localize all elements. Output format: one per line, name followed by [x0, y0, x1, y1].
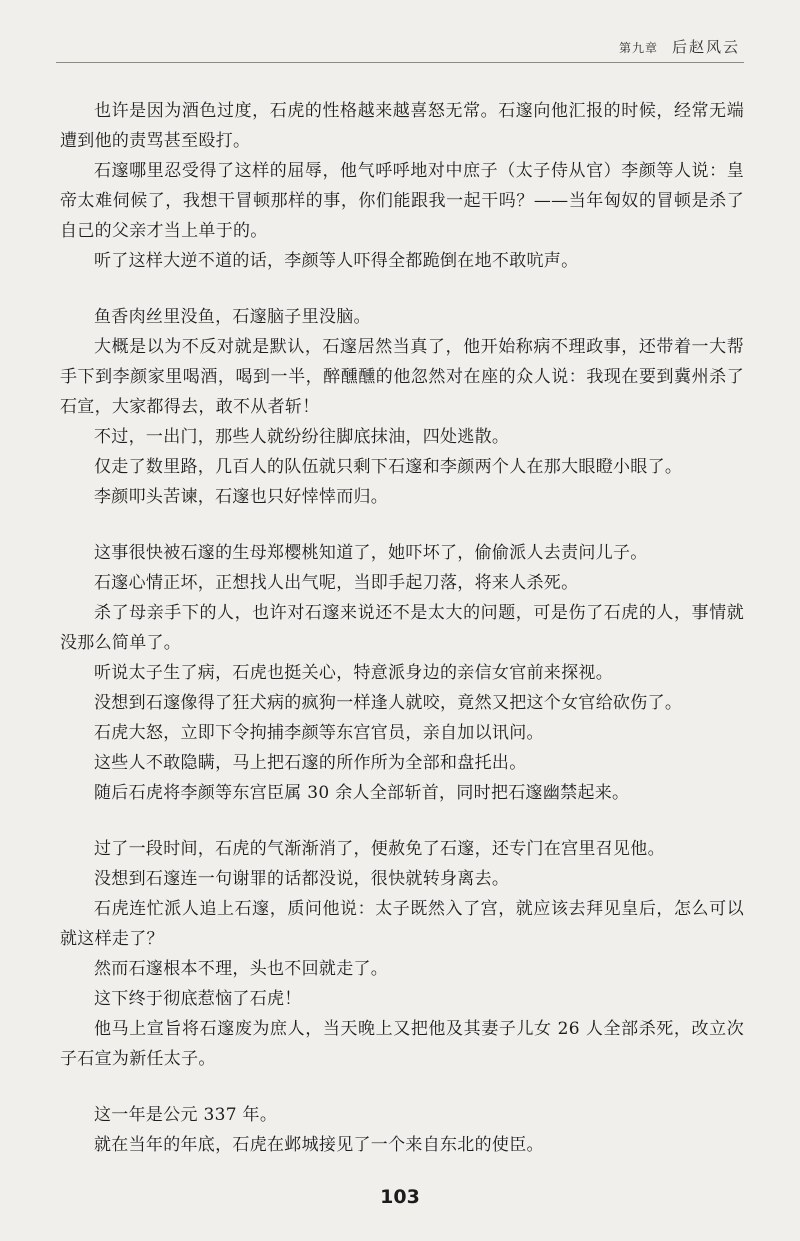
paragraph: 过了一段时间，石虎的气渐渐消了，便赦免了石邃，还专门在宫里召见他。 [94, 839, 665, 859]
paragraph: 石虎大怒，立即下令拘捕李颜等东宫官员，亲自加以讯问。 [94, 723, 544, 743]
paragraph: 听说太子生了病，石虎也挺关心，特意派身边的亲信女官前来探视。 [94, 663, 613, 683]
paragraph: 石虎连忙派人追上石邃，质问他说：太子既然入了宫，就应该去拜见皇后，怎么可以就这样走了？ [60, 899, 744, 949]
paragraph: 这下终于彻底惹恼了石虎！ [94, 989, 302, 1009]
paragraph: 李颜叩头苦谏，石邃也只好悻悻而归。 [94, 487, 389, 507]
paragraph: 就在当年的年底，石虎在邺城接见了一个来自东北的使臣。 [94, 1135, 544, 1155]
paragraph: 石邃心情正坏，正想找人出气呢，当即手起刀落，将来人杀死。 [94, 573, 579, 593]
paragraph: 没想到石邃像得了狂犬病的疯狗一样逢人就咬，竟然又把这个女官给砍伤了。 [94, 693, 683, 713]
paragraph: 杀了母亲手下的人，也许对石邃来说还不是太大的问题，可是伤了石虎的人，事情就没那么简单了。 [60, 603, 744, 653]
paragraph: 没想到石邃连一句谢罪的话都没说，很快就转身离去。 [94, 869, 510, 889]
paragraph: 然而石邃根本不理，头也不回就走了。 [94, 959, 389, 979]
running-header [619, 36, 740, 57]
header-rule [56, 62, 744, 63]
paragraph: 也许是因为酒色过度，石虎的性格越来越喜怒无常。石邃向他汇报的时候，经常无端遭到他的责骂甚至殴打。 [60, 101, 744, 151]
paragraph: 仅走了数里路，几百人的队伍就只剩下石邃和李颜两个人在那大眼瞪小眼了。 [94, 457, 683, 477]
body-text [60, 96, 744, 1160]
paragraph: 石邃哪里忍受得了这样的屈辱，他气呼呼地对中庶子（太子侍从官）李颜等人说：皇帝太难伺候了，我想干冒顿那样的事，你们能跟我一起干吗？——当年匈奴的冒顿是杀了自己的父亲才当上单于的。 [60, 161, 744, 241]
paragraph: 这一年是公元 337 年。 [94, 1105, 278, 1125]
paragraph: 鱼香肉丝里没鱼，石邃脑子里没脑。 [94, 307, 371, 327]
paragraph: 大概是以为不反对就是默认，石邃居然当真了，他开始称病不理政事，还带着一大帮手下到李颜家里喝酒，喝到一半，醉醺醺的他忽然对在座的众人说：我现在要到冀州杀了石宣，大家都得去，敢不从者斩！ [60, 337, 744, 417]
paragraph: 随后石虎将李颜等东宫臣属 30 余人全部斩首，同时把石邃幽禁起来。 [94, 783, 630, 803]
paragraph: 这事很快被石邃的生母郑樱桃知道了，她吓坏了，偷偷派人去责问儿子。 [94, 543, 648, 563]
paragraph: 他马上宣旨将石邃废为庶人，当天晚上又把他及其妻子儿女 26 人全部杀死，改立次子石宣为新任太子。 [60, 1019, 744, 1069]
chapter-title: 后赵风云 [671, 38, 740, 56]
paragraph: 不过，一出门，那些人就纷纷往脚底抹油，四处逃散。 [94, 427, 510, 447]
page-number: 103 [380, 1186, 420, 1208]
paragraph: 听了这样大逆不道的话，李颜等人吓得全都跪倒在地不敢吭声。 [94, 251, 579, 271]
chapter-label: 第九章 [618, 41, 658, 55]
paragraph: 这些人不敢隐瞒，马上把石邃的所作所为全部和盘托出。 [94, 753, 527, 773]
